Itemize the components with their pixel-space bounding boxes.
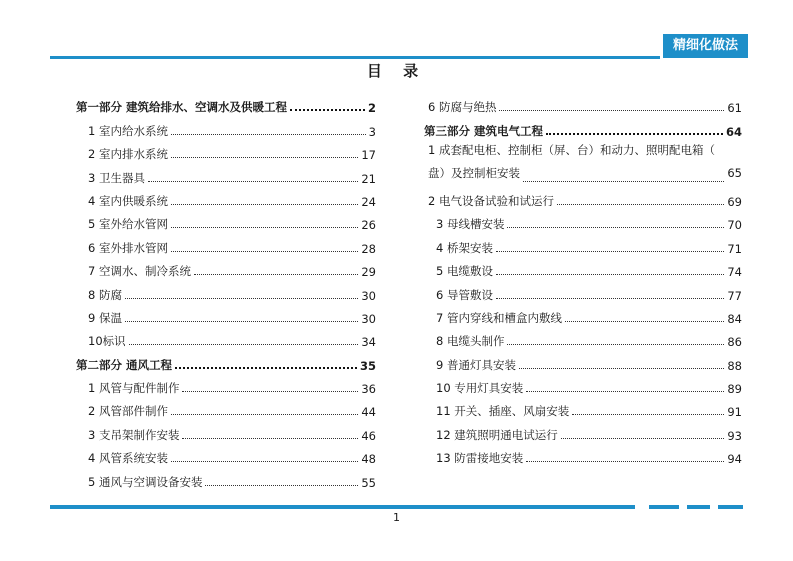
toc-entry-label: 1 室内给水系统 [88,123,168,138]
toc-entry-page: 70 [727,218,742,233]
toc-entry-page: 29 [361,265,376,280]
toc-entry-page: 24 [361,194,376,209]
toc-entry-label: 8 防腐 [88,287,122,302]
toc-entry-page: 88 [727,358,742,373]
toc-entry[interactable] [76,186,376,209]
toc-section-page: 64 [725,124,742,139]
toc-entry-label: 7 空调水、制冷系统 [88,264,191,279]
toc-right-items [424,186,742,467]
toc-entry-label: 6 导管敷设 [436,287,493,302]
leader-dots [175,366,357,369]
toc-entry-page: 48 [361,452,376,467]
toc-entry-page: 46 [361,428,376,443]
toc-entry[interactable] [76,139,376,162]
header-tag: 精细化做法 [663,34,748,58]
leader-dots [526,390,724,392]
toc-entry-label: 5 电缆敷设 [436,264,493,279]
toc-entry[interactable] [76,115,376,138]
toc-entry-page: 86 [727,335,742,350]
toc-entry-label: 2 电气设备试验和试运行 [428,193,554,208]
toc-entry[interactable] [424,232,742,255]
toc-entry[interactable] [424,256,742,279]
toc-entry-label-line2: 盘）及控制柜安装 [428,166,520,181]
toc-entry-page: 61 [727,101,742,116]
toc-entry-page: 26 [361,218,376,233]
toc-entry-label: 6 防腐与绝热 [428,100,497,115]
leader-dots [507,226,724,228]
toc-entry-label: 10 专用灯具安装 [436,381,524,396]
toc-entry[interactable] [424,396,742,419]
toc-section-heading-label: 第二部分 通风工程 [76,357,173,372]
toc-entry-page: 89 [727,382,742,397]
toc-entry[interactable] [424,186,742,209]
toc-entry-label: 3 支吊架制作安装 [88,427,180,442]
toc-entry-label: 13 防雷接地安装 [436,451,524,466]
toc-entry[interactable] [76,419,376,442]
leader-dots [499,109,724,111]
toc-entry[interactable] [76,373,376,396]
toc-entry-page: 91 [727,405,742,420]
toc-entry-label: 4 室内供暖系统 [88,193,168,208]
toc-right-column [424,92,742,466]
footer-rule [50,505,635,509]
toc-entry-label: 8 电缆头制作 [436,334,505,349]
toc-entry-label: 12 建筑照明通电试运行 [436,427,558,442]
toc-entry[interactable] [76,303,376,326]
leader-dots [171,133,366,135]
footer-dash [649,505,679,509]
toc-entry[interactable] [76,396,376,419]
toc-entry[interactable] [424,373,742,396]
toc-section-label: 第三部分 建筑电气工程 [424,123,544,138]
toc-entry[interactable] [424,92,742,115]
toc-entry-page: 69 [727,194,742,209]
toc-section-heading[interactable] [76,349,376,372]
leader-dots [496,250,724,252]
toc-entry-page: 21 [361,171,376,186]
toc-entry[interactable] [424,279,742,302]
toc-entry-label: 4 风管系统安装 [88,451,168,466]
toc-entry-page: 3 [368,124,376,139]
toc-entry[interactable] [76,326,376,349]
toc-entry[interactable] [424,326,742,349]
toc-entry-label: 9 普通灯具安装 [436,357,516,372]
leader-dots [290,108,365,111]
toc-entry-page: 55 [361,475,376,490]
leader-dots [129,343,359,345]
leader-dots [557,203,724,205]
leader-dots [171,203,358,205]
toc-entry[interactable] [424,443,742,466]
leader-dots [519,367,724,369]
toc-entry-label-line1: 1 成套配电柜、控制柜（屏、台）和动力、照明配电箱（ [428,142,715,157]
toc-entry[interactable] [76,443,376,466]
toc-entry[interactable] [76,279,376,302]
page-title: 目 录 [366,62,427,80]
toc-entry-page: 30 [361,288,376,303]
footer-dash [687,505,710,509]
toc-entry-page: 17 [361,148,376,163]
toc-entry-page: 36 [361,382,376,397]
toc-entry-page: 34 [361,335,376,350]
toc-entry-page: 30 [361,311,376,326]
toc-entry[interactable] [76,256,376,279]
toc-section-heading[interactable] [424,115,742,138]
header-rule [50,56,660,59]
toc-entry[interactable] [76,162,376,185]
toc-entry-page: 44 [361,405,376,420]
toc-entry-label: 11 开关、插座、风扇安装 [436,404,570,419]
toc-entry[interactable] [76,232,376,255]
toc-entry-label: 1 风管与配件制作 [88,381,180,396]
leader-dots [194,273,358,275]
toc-entry-label: 2 室内排水系统 [88,147,168,162]
leader-dots [171,226,358,228]
toc-entry-page: 84 [727,311,742,326]
toc-section-heading[interactable] [76,92,376,115]
toc-section-heading-page: 2 [367,101,376,116]
toc-entry-page: 77 [727,288,742,303]
toc-entry[interactable] [76,466,376,489]
toc-entry-label: 3 卫生器具 [88,170,145,185]
leader-dots [148,180,358,182]
leader-dots [507,343,724,345]
toc-entry-label: 6 室外排水管网 [88,240,168,255]
leader-dots [565,320,724,322]
toc-entry-page: 94 [727,452,742,467]
leader-dots [171,413,358,415]
leader-dots [496,297,724,299]
leader-dots [182,437,358,439]
toc-entry-multiline[interactable] [424,139,742,186]
toc-entry-label: 5 室外给水管网 [88,217,168,232]
toc-left-column [76,92,376,490]
toc-entry-label: 9 保温 [88,310,122,325]
leader-dots [125,320,358,322]
leader-dots [205,484,358,486]
leader-dots [526,460,724,462]
toc-entry[interactable] [424,419,742,442]
footer-dash [718,505,743,509]
toc-entry-page: 71 [727,241,742,256]
toc-entry[interactable] [424,349,742,372]
toc-entry-label: 10标识 [88,334,126,349]
toc-entry-page: 93 [727,428,742,443]
toc-entry-page: 74 [727,265,742,280]
toc-entry-page: 65 [727,166,742,181]
toc-entry-label: 2 风管部件制作 [88,404,168,419]
toc-entry-page: 28 [361,241,376,256]
leader-dots [171,250,358,252]
toc-entry-label: 7 管内穿线和槽盒内敷线 [436,310,562,325]
leader-dots [572,413,724,415]
toc-entry[interactable] [76,209,376,232]
toc-entry-label: 4 桥架安装 [436,240,493,255]
leader-dots [496,273,724,275]
leader-dots [171,156,358,158]
toc-entry[interactable] [424,209,742,232]
toc-section-heading-page: 35 [359,358,376,373]
leader-dots [546,132,723,135]
page-number: 1 [393,511,400,524]
leader-dots [523,180,724,182]
leader-dots [561,437,725,439]
toc-section-heading-label: 第一部分 建筑给排水、空调水及供暖工程 [76,100,288,115]
toc-entry-label: 5 通风与空调设备安装 [88,474,203,489]
leader-dots [182,390,358,392]
leader-dots [171,460,358,462]
toc-entry-label: 3 母线槽安装 [436,217,505,232]
toc-entry[interactable] [424,303,742,326]
leader-dots [125,297,358,299]
